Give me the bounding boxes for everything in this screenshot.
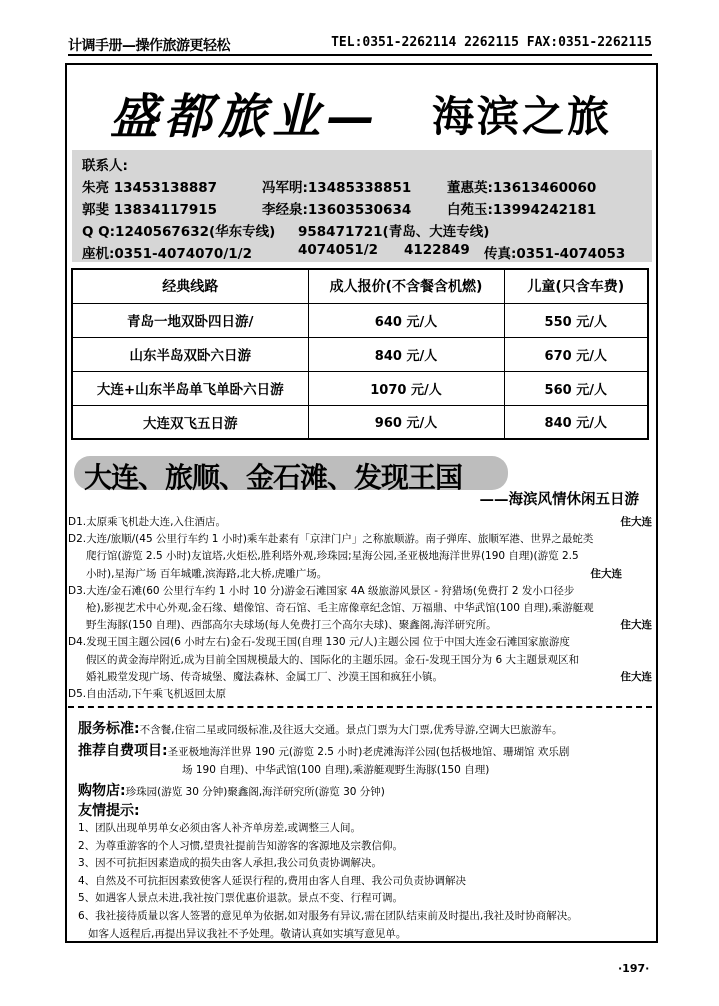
tip-item: 如客人返程后,再提出异议我社不予处理。敬请认真如实填写意见单。 (78, 927, 407, 940)
page-number: ·197· (618, 962, 650, 975)
contact-person: 白苑玉:13994242181 (447, 202, 597, 218)
day-text: 小时),星海广场 百年城雕,滨海路,北大桥,虎雕广场。 (86, 567, 328, 580)
day-text: D1.太原乘飞机赴大连,入住酒店。 (68, 516, 226, 528)
day-text: 婚礼殿堂发现广场、传奇城堡、魔法森林、金属工厂、沙漠王国和疯狂小镇。 (86, 670, 443, 683)
contact-person: 李经泉:13603530634 (262, 202, 412, 218)
table-row (72, 405, 648, 439)
itinerary-day (68, 686, 652, 703)
contact-box (72, 150, 652, 262)
child-price: 560 元/人 (504, 371, 648, 405)
itinerary-day (68, 531, 652, 583)
day-text: D2.大连/旅顺/(45 公里行车约 1 小时)乘车赴素有「京津门户」之称旅顺游。南子弹库、旅顺军港、世界之最蛇类 (68, 533, 594, 546)
tip-item: 3、因不可抗拒因素造成的损失由客人承担,我公司负责协调解决。 (78, 857, 383, 870)
table-header-row (72, 269, 648, 303)
day-text: 野生海豚(150 自理)、西部高尔夫球场(每人免费打三个高尔夫球)、聚鑫阁,海洋研究所。 (86, 619, 497, 632)
route-name: 大连双飞五日游 (72, 405, 308, 439)
fax-number: 传真:0351-4074053 (484, 246, 626, 262)
section-title: 大连、旅顺、金石滩、发现王国 (84, 461, 463, 494)
header-adult-price: 成人报价(不含餐含机燃) (308, 269, 504, 303)
page-header (68, 34, 652, 56)
landline-2: 4074051/2 (298, 242, 379, 258)
overnight-city: 住大连 (620, 516, 652, 528)
day-text: D5.自由活动,下午乘飞机返回太原 (68, 688, 226, 701)
qq-qingdao-dalian: 958471721(青岛、大连专线) (298, 224, 490, 240)
tip-item: 5、如遇客人景点未进,我社按门票优惠价退款。景点不变、行程可调。 (78, 892, 404, 905)
day-text: D3.大连/金石滩(60 公里行车约 1 小时 10 分)游金石滩国家 4A 级旅游风景区 - 狩猎场(免费打 2 发小口径步 (68, 584, 575, 597)
optional-activities-cont: 场 190 自理)、中华武馆(100 自理),乘游艇观野生海豚(150 自理) (182, 764, 490, 776)
day-text: D4.发现王国主题公园(6 小时左右)金石-发现王国(自理 130 元/人)主题公园 位于中国大连金石滩国家旅游度 (68, 636, 570, 649)
child-price: 840 元/人 (504, 405, 648, 439)
section-subtitle: ——海滨风情休闲五日游 (479, 492, 639, 508)
shopping-stores: 购物店:珍珠园(游览 30 分钟)聚鑫阁,海洋研究所(游览 30 分钟) (78, 783, 385, 799)
contact-person: 朱亮 13453138887 (82, 180, 218, 196)
contacts-label: 联系人: (82, 158, 128, 174)
company-title: 盛都旅业— (110, 89, 381, 145)
tour-title: 海滨之旅 (432, 92, 613, 141)
day-text: 枪),影视艺术中心外观,金石缘、蜡像馆、奇石馆、毛主席像章纪念馆、万福鼎、中华武馆(100 自理),乘游艇观 (86, 602, 594, 615)
table-row (72, 303, 648, 337)
itinerary-day (68, 514, 652, 531)
service-standard: 服务标准:不含餐,住宿二星或同级标准,及往返大交通。景点门票为大门票,优秀导游,空调大巴旅游车。 (78, 721, 563, 737)
route-name: 山东半岛双卧六日游 (72, 337, 308, 371)
contact-person: 董惠英:13613460060 (447, 180, 597, 196)
contact-person: 冯军明:13485338851 (262, 180, 412, 196)
optional-activities: 推荐自费项目:圣亚极地海洋世界 190 元(游览 2.5 小时)老虎滩海洋公园(包括极地馆、珊瑚馆 欢乐剧 (78, 743, 570, 759)
tip-item: 2、为尊重游客的个人习惯,望贵社提前告知游客的客源地及宗教信仰。 (78, 839, 404, 852)
qq-east-china: Q Q:1240567632(华东专线) (82, 224, 276, 240)
tip-item: 4、自然及不可抗拒因素致使客人延误行程的,费用由客人自理、我公司负责协调解决 (78, 874, 467, 887)
route-name: 大连+山东半岛单飞单卧六日游 (72, 371, 308, 405)
itinerary-day (68, 583, 652, 635)
child-price: 670 元/人 (504, 337, 648, 371)
header-child-price: 儿童(只含车费) (504, 269, 648, 303)
itinerary-day (68, 634, 652, 686)
header-slogan: 计调手册—操作旅游更轻松 (68, 38, 230, 54)
header-route: 经典线路 (72, 269, 308, 303)
overnight-city: 住大连 (590, 567, 622, 580)
title-block (110, 78, 630, 158)
day-text: 爬行馆(游览 2.5 小时)友谊塔,火炬松,胜利塔外观,珍珠园;星海公园,圣亚极地海洋世界(190 自理)(游览 2.5 (86, 550, 579, 563)
dashed-divider (68, 706, 652, 708)
table-row (72, 371, 648, 405)
landline-1: 座机:0351-4074070/1/2 (82, 246, 252, 262)
child-price: 550 元/人 (504, 303, 648, 337)
overnight-city: 住大连 (620, 670, 652, 683)
adult-price: 640 元/人 (308, 303, 504, 337)
tip-item: 6、我社接待质量以客人签署的意见单为依据,如对服务有异议,需在团队结束前及时提出,我社及时协商解决。 (78, 909, 578, 922)
day-text: 假区的黄金海岸附近,成为目前全国规模最大的、国际化的主题乐园。金石-发现王国分为 6 大主题景观区和 (86, 653, 579, 666)
tips-list (78, 820, 653, 943)
itinerary (68, 514, 652, 703)
header-contact: TEL:0351-2262114 2262115 FAX:0351-2262115 (331, 35, 652, 50)
adult-price: 1070 元/人 (308, 371, 504, 405)
adult-price: 840 元/人 (308, 337, 504, 371)
contact-person: 郭斐 13834117915 (82, 202, 218, 218)
tips-title: 友情提示: (78, 803, 140, 819)
landline-3: 4122849 (404, 242, 470, 258)
price-table (71, 268, 649, 440)
adult-price: 960 元/人 (308, 405, 504, 439)
overnight-city: 住大连 (620, 619, 652, 632)
tip-item: 1、团队出现单男单女必须由客人补齐单房差,或调整三人间。 (78, 822, 362, 834)
table-row (72, 337, 648, 371)
route-name: 青岛一地双卧四日游/ (72, 303, 308, 337)
